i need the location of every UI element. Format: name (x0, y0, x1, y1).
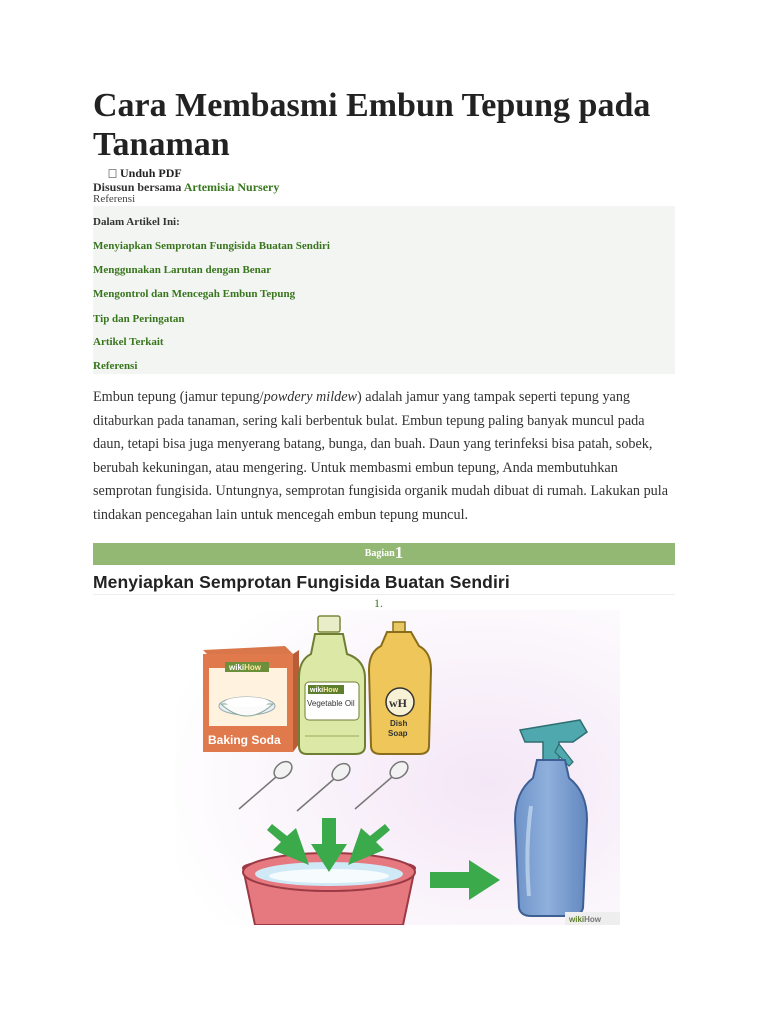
toc-item-tips-warnings[interactable]: Tip dan Peringatan (93, 313, 185, 325)
toc-heading: Dalam Artikel Ini: (93, 216, 180, 228)
part-number: 1 (394, 543, 404, 562)
table-of-contents (93, 206, 675, 374)
oil-label: Vegetable Oil (307, 699, 355, 708)
intro-paragraph: Embun tepung (jamur tepung/powdery mildew) adalah jamur yang tampak seperti tepung yang ditaburkan pada tanaman, sering kali berbentuk bulat. Embun tepung paling banyak muncul pada daun, tetapi bisa juga menyerang batang, bunga, dan buah. Daun yang terinfeksi bisa patah, sobek, berubah kekuningan, atau mengering. Untuk membasmi embun tepung, Anda membutuhkan semprotan fungisida. Untungnya, semprotan fungisida organik mudah dibuat di rumah. Lakukan pula tindakan pencegahan lain untuk mencegah embun tepung muncul. (93, 389, 669, 523)
section-divider (93, 594, 675, 595)
intro-italic-term: powdery mildew (263, 389, 358, 405)
download-pdf-link[interactable] (108, 166, 182, 181)
svg-text:wikiHow: wikiHow (569, 915, 602, 924)
baking-soda-label: Baking Soda (208, 733, 281, 747)
section-title: Menyiapkan Semprotan Fungisida Buatan Sendiri (93, 572, 510, 592)
toc-item-use-solution[interactable]: Menggunakan Larutan dengan Benar (93, 264, 272, 276)
svg-text:Dish: Dish (390, 719, 408, 728)
toc-item-control-prevent[interactable]: Mengontrol dan Mencegah Embun Tepung (93, 288, 296, 300)
pdf-download-icon (108, 169, 117, 178)
svg-text:Soap: Soap (388, 729, 408, 738)
toc-item-related-articles[interactable]: Artikel Terkait (93, 336, 164, 348)
part-banner (93, 543, 675, 565)
toc-item-prepare-spray[interactable]: Menyiapkan Semprotan Fungisida Buatan Sendiri (93, 240, 330, 252)
step-number: 1. (374, 596, 383, 610)
baking-soda-box (203, 646, 299, 752)
article-title: Cara Membasmi Embun Tepung pada Tanaman (93, 87, 651, 163)
svg-text:wikiHow: wikiHow (229, 663, 262, 672)
step-illustration (175, 610, 620, 925)
svg-text:wikiHow: wikiHow (310, 687, 339, 694)
references-link[interactable]: Referensi (93, 193, 136, 205)
soap-logo: wH (389, 696, 407, 710)
download-pdf-label: Unduh PDF (120, 166, 182, 180)
part-label: Bagian (364, 548, 395, 559)
coauthor-link[interactable]: Artemisia Nursery (183, 180, 280, 194)
toc-item-references[interactable]: Referensi (93, 360, 138, 372)
coauthor-prefix: Disusun bersama (93, 180, 184, 194)
wikihow-watermark (565, 912, 620, 925)
